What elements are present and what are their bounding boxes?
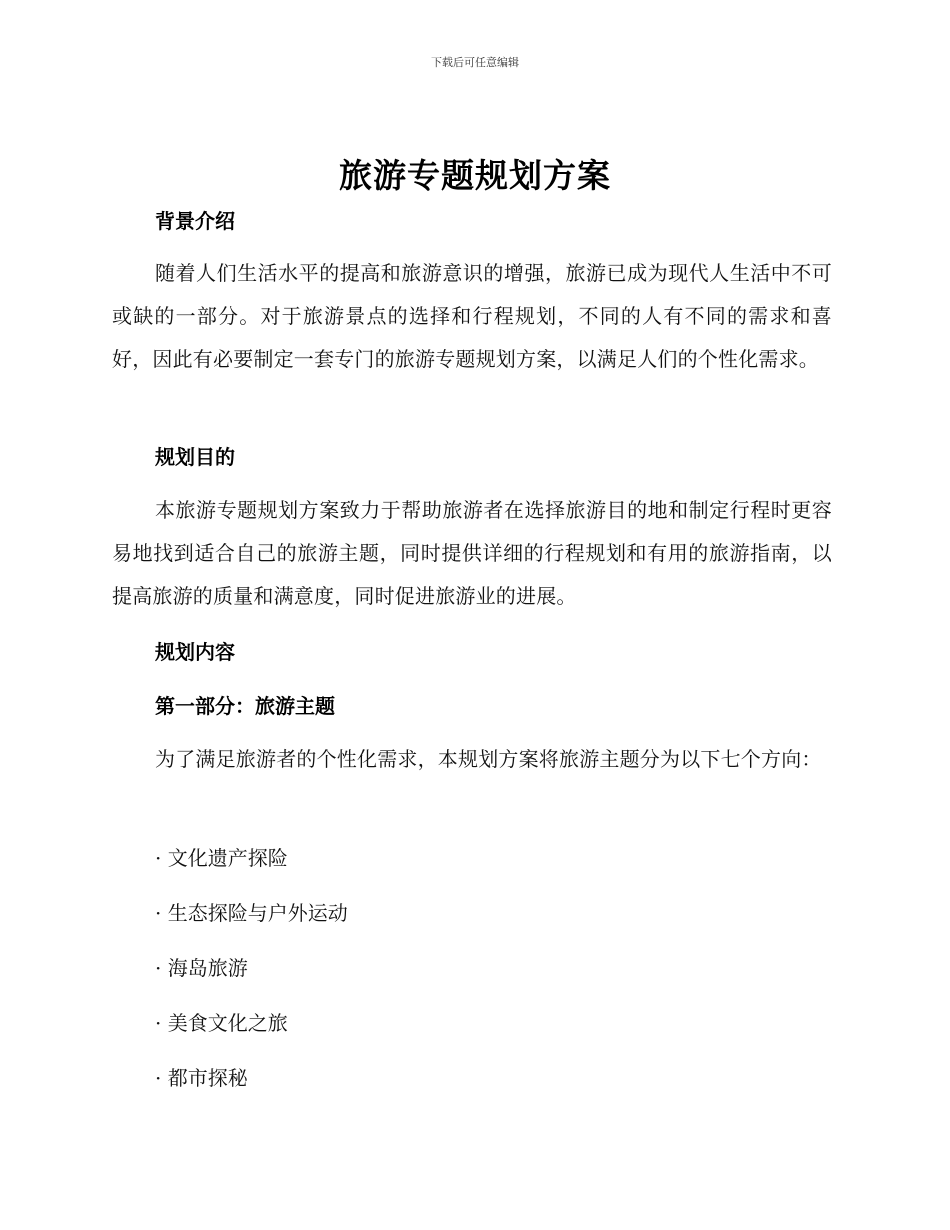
section-paragraph-purpose: 本旅游专题规划方案致力于帮助旅游者在选择旅游目的地和制定行程时更容易地找到适合自己的旅游主题，同时提供详细的行程规划和有用的旅游指南，以提高旅游的质量和满意度，同时促进旅游业的进展。 xyxy=(112,498,832,608)
section-heading-purpose: 规划目的 xyxy=(155,445,235,469)
document-title: 旅游专题规划方案 xyxy=(339,156,611,195)
section-heading-content: 规划内容 xyxy=(155,640,235,664)
section-paragraph-background: 随着人们生活水平的提高和旅游意识的增强，旅游已成为现代人生活中不可或缺的一部分。对于旅游景点的选择和行程规划，不同的人有不同的需求和喜好，因此有必要制定一套专门的旅游专题规划方案，以满足人们的个性化需求。 xyxy=(112,261,832,371)
section-paragraph-part-one: 为了满足旅游者的个性化需求，本规划方案将旅游主题分为以下七个方向： xyxy=(155,747,822,771)
list-item-theme: · 美食文化之旅 xyxy=(155,1011,288,1035)
list-item-theme: · 生态探险与户外运动 xyxy=(155,901,348,925)
section-heading-background: 背景介绍 xyxy=(155,209,235,233)
list-item-theme: · 海岛旅游 xyxy=(155,956,248,980)
section-heading-part-one: 第一部分：旅游主题 xyxy=(155,694,335,718)
list-item-theme: · 都市探秘 xyxy=(155,1066,248,1090)
list-item-theme: · 文化遗产探险 xyxy=(155,846,288,870)
page-header-note: 下载后可任意编辑 xyxy=(431,56,519,69)
